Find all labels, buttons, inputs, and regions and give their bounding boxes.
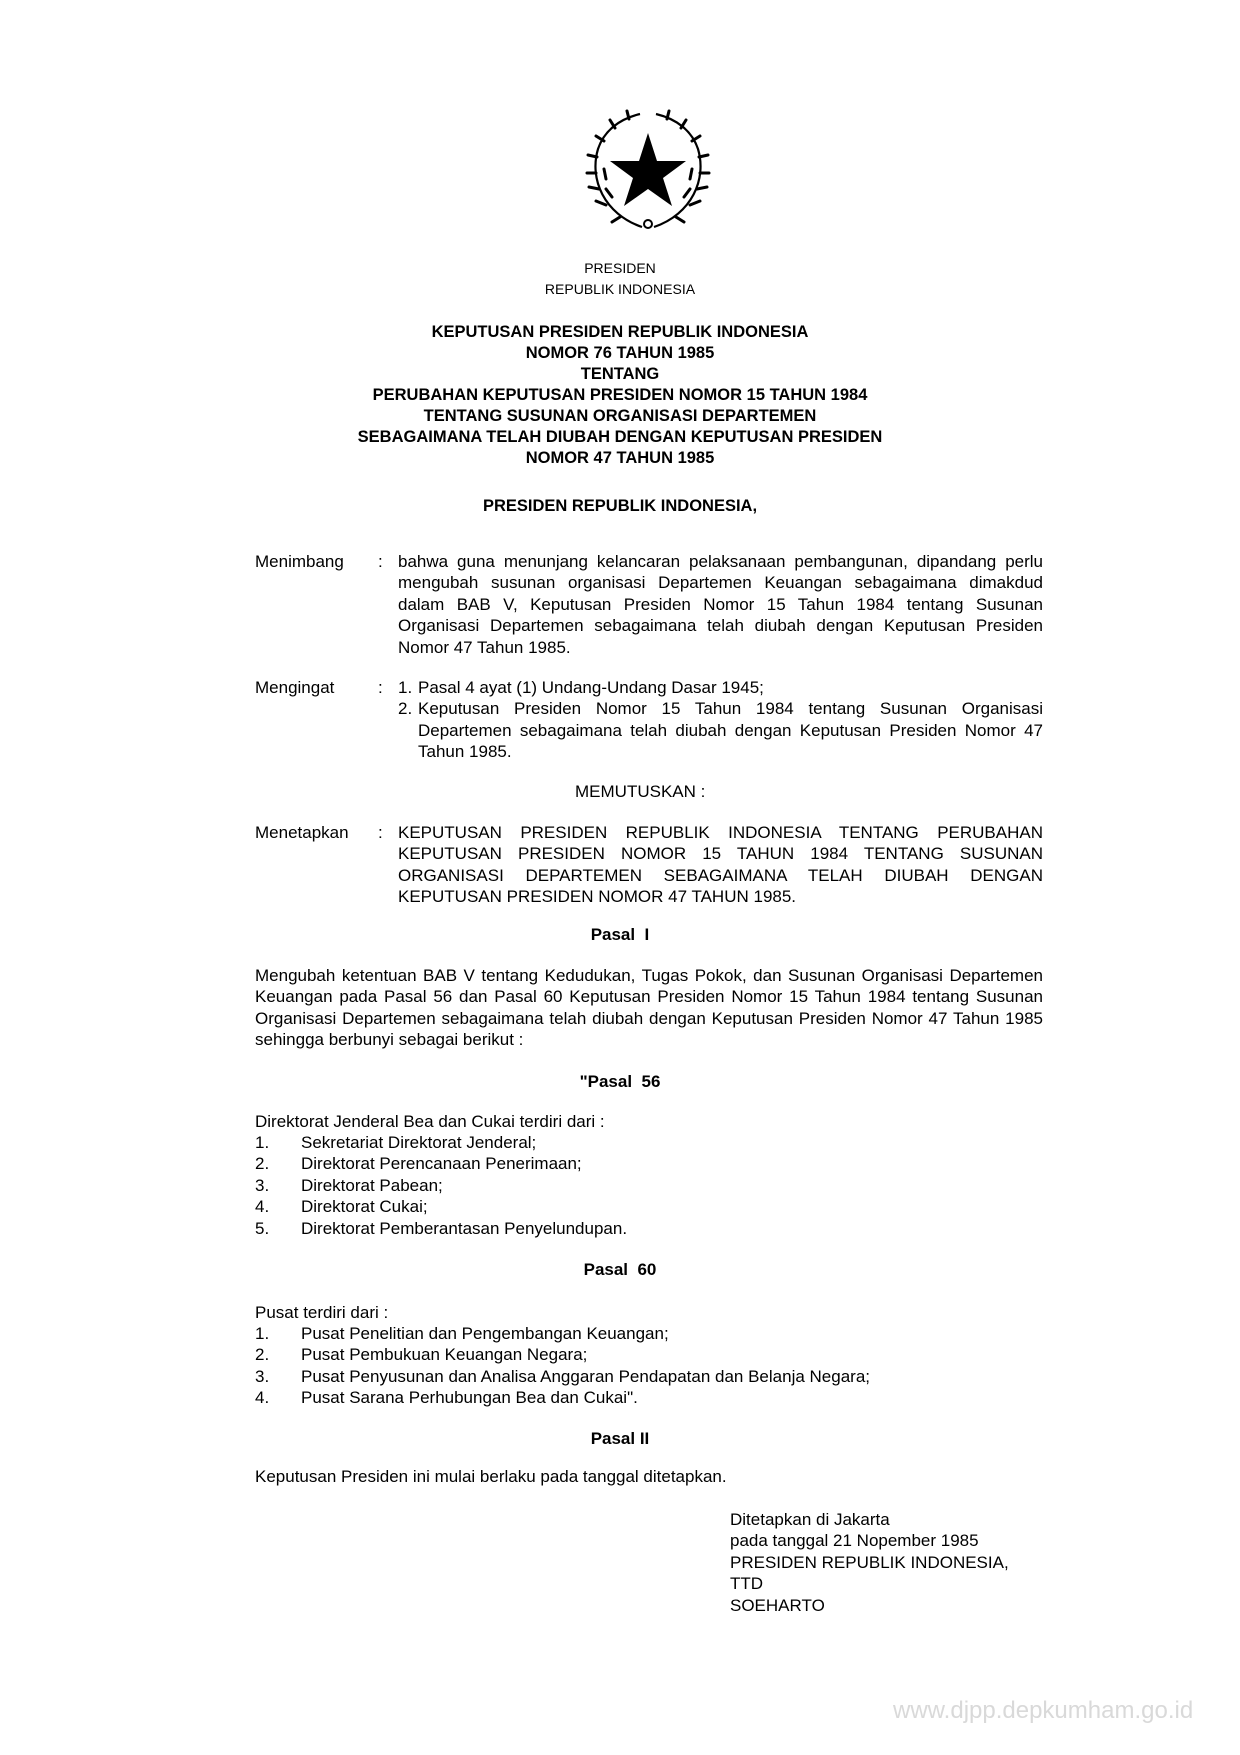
menetapkan-label: Menetapkan (255, 823, 349, 842)
list-text: Sekretariat Direktorat Jenderal; (301, 1133, 537, 1152)
list-number: 3. (255, 1366, 270, 1386)
pasal-2-heading: Pasal II (590, 1429, 650, 1448)
list-number: 4. (255, 1388, 270, 1408)
list-number: 1. (398, 678, 413, 697)
title-line: PERUBAHAN KEPUTUSAN PRESIDEN NOMOR 15 TAHUN 1984 (372, 386, 868, 404)
list-number: 4. (255, 1197, 270, 1217)
header-line-1: PRESIDEN (584, 260, 656, 276)
header-line-2: REPUBLIK INDONESIA (544, 281, 696, 297)
list-text: Direktorat Pabean; (301, 1175, 443, 1195)
list-text: Direktorat Perencanaan Penerimaan; (301, 1154, 582, 1174)
list-item: Keputusan Presiden Nomor 15 Tahun 1984 tentang Susunan Organisasi Departemen sebagaimana telah diubah dengan Keputusan Presiden Nomor 47 Tahun 1985. (418, 699, 1043, 762)
title-line: TENTANG (580, 365, 660, 383)
signature-name: SOEHARTO (730, 1595, 825, 1615)
menetapkan-text: KEPUTUSAN PRESIDEN REPUBLIK INDONESIA TENTANG PERUBAHAN KEPUTUSAN PRESIDEN NOMOR 15 TAHUN 1984 TENTANG SUSUNAN ORGANISASI DEPARTEMEN SEBAGAIMANA TELAH DIUBAH DENGAN KEPUTUSAN PRESIDEN NOMOR 47 TAHUN 1985. (398, 823, 1043, 907)
list-text: Pusat Sarana Perhubungan Bea dan Cukai". (301, 1388, 638, 1408)
title-line: TENTANG SUSUNAN ORGANISASI DEPARTEMEN (423, 407, 817, 425)
list-number: 1. (255, 1324, 270, 1343)
signature-place: Ditetapkan di Jakarta (730, 1510, 890, 1529)
colon: : (378, 823, 383, 842)
presidential-seal-icon (584, 109, 712, 235)
list-text: Pusat Penyusunan dan Analisa Anggaran Pendapatan dan Belanja Negara; (301, 1366, 871, 1386)
pasal-1-heading: Pasal I (590, 925, 650, 944)
list-number: 2. (255, 1154, 270, 1174)
menimbang-label: Menimbang (255, 552, 344, 571)
list-number: 2. (255, 1345, 270, 1365)
list-text: Pusat Pembukuan Keuangan Negara; (301, 1345, 588, 1365)
issuer-heading: PRESIDEN REPUBLIK INDONESIA, (482, 497, 758, 515)
list-number: 5. (255, 1218, 270, 1238)
menimbang-text: bahwa guna menunjang kelancaran pelaksanaan pembangunan, dipandang perlu mengubah susunan organisasi Departemen Keuangan sebagaimana dimakdud dalam BAB V, Keputusan Presiden Nomor 15 Tahun 1984 tentang Susunan Organisasi Departemen sebagaimana telah diubah dengan Keputusan Presiden Nomor 47 Tahun 1985. (398, 552, 1043, 657)
list-number: 3. (255, 1175, 270, 1195)
pasal-60-heading: Pasal 60 (583, 1260, 657, 1279)
colon: : (378, 678, 383, 697)
list-number: 2. (398, 699, 413, 719)
list-text: Direktorat Pemberantasan Penyelundupan. (301, 1218, 628, 1238)
memutuskan-heading: MEMUTUSKAN : (575, 782, 706, 801)
signature-block (730, 1509, 1009, 1616)
signature-ttd: TTD (730, 1574, 764, 1594)
title-line: NOMOR 47 TAHUN 1985 (525, 449, 715, 467)
signature-date: pada tanggal 21 Nopember 1985 (730, 1531, 979, 1551)
list-number: 1. (255, 1133, 270, 1152)
document-title (0, 322, 1240, 469)
list-text: Pusat Penelitian dan Pengembangan Keuangan; (301, 1324, 669, 1343)
title-line: NOMOR 76 TAHUN 1985 (525, 344, 715, 362)
watermark: www.djpp.depkumham.go.id (893, 1697, 1194, 1724)
list-text: Direktorat Cukai; (301, 1197, 428, 1217)
pasal-2-text: Keputusan Presiden ini mulai berlaku pada tanggal ditetapkan. (255, 1467, 727, 1486)
pasal-56-intro: Direktorat Jenderal Bea dan Cukai terdiri dari : (255, 1112, 605, 1131)
pasal-56-heading: "Pasal 56 (579, 1072, 661, 1091)
pasal-1-text: Mengubah ketentuan BAB V tentang Kedudukan, Tugas Pokok, dan Susunan Organisasi Departemen Keuangan pada Pasal 56 dan Pasal 60 Keputusan Presiden Nomor 15 Tahun 1984 tentang Susunan Organisasi Departemen sebagaimana telah diubah dengan Keputusan Presiden Nomor 47 Tahun 1985 sehingga berbunyi sebagai berikut : (255, 966, 1043, 1050)
title-line: KEPUTUSAN PRESIDEN REPUBLIK INDONESIA (431, 323, 809, 341)
colon: : (378, 552, 383, 571)
mengingat-label: Mengingat (255, 678, 335, 697)
signature-office: PRESIDEN REPUBLIK INDONESIA, (730, 1552, 1009, 1572)
list-item: Pasal 4 ayat (1) Undang-Undang Dasar 1945; (418, 678, 764, 697)
title-line: SEBAGAIMANA TELAH DIUBAH DENGAN KEPUTUSAN PRESIDEN (357, 428, 883, 446)
pasal-60-intro: Pusat terdiri dari : (255, 1303, 389, 1322)
